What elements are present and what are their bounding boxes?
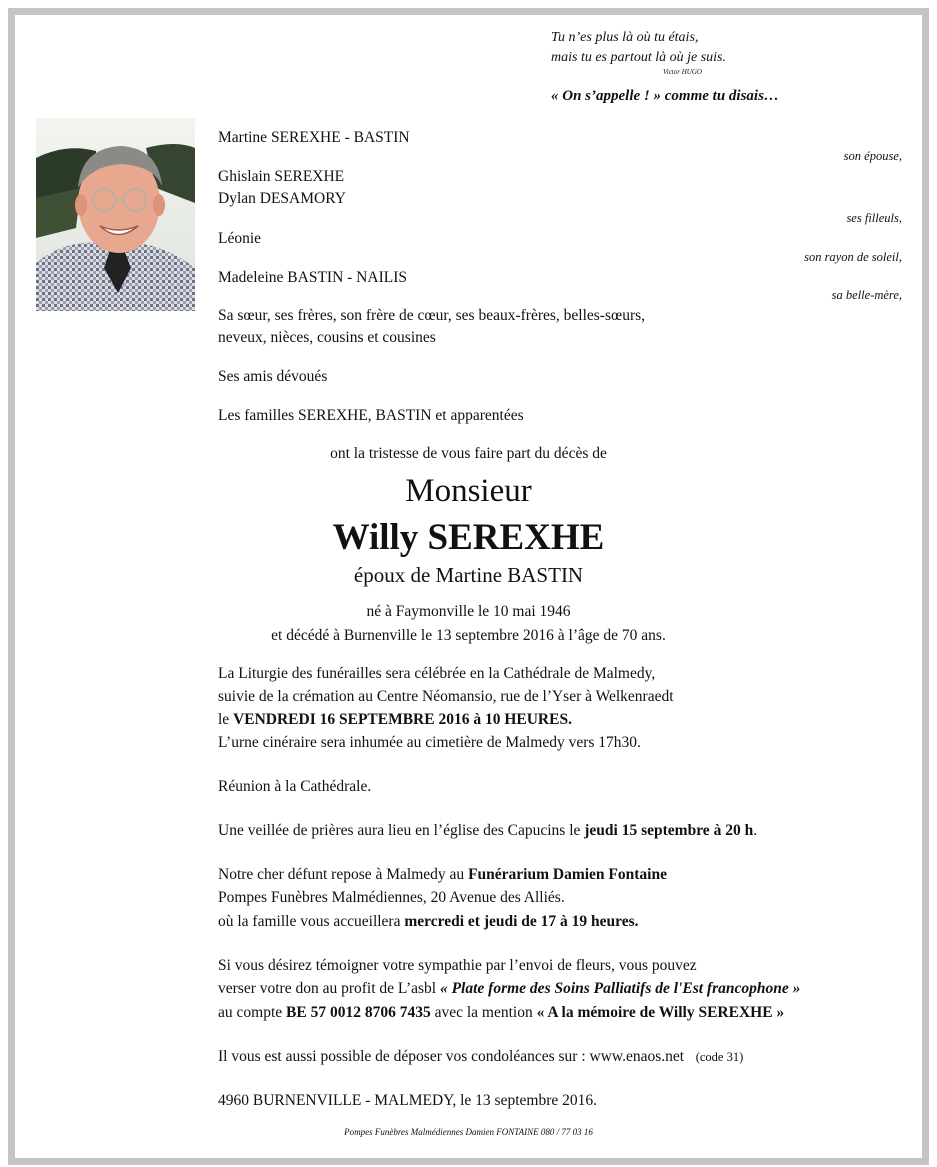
- rest-address: Pompes Funèbres Malmédiennes, 20 Avenue des Alliés.: [218, 889, 565, 906]
- place-date: 4960 BURNENVILLE - MALMEDY, le 13 septembre 2016.: [218, 1092, 597, 1109]
- quote-line-1: Tu n’es plus là où tu étais,: [551, 30, 699, 45]
- birth-line: né à Faymonville le 10 mai 1946: [366, 603, 571, 620]
- relative-name: Dylan DESAMORY: [218, 190, 346, 207]
- deceased-title: Monsieur: [405, 473, 532, 509]
- mention-label: avec la mention: [430, 1004, 537, 1021]
- donation-line: Si vous désirez témoigner votre sympathie par l’envoi de fleurs, vous pouvez: [218, 957, 697, 974]
- obituary-card: [8, 8, 929, 1165]
- reunion-line: Réunion à la Cathédrale.: [218, 778, 372, 795]
- footer: Pompes Funèbres Malmédiennes Damien FONTAINE 080 / 77 03 16: [344, 1127, 593, 1137]
- funeral-date-line: [218, 711, 572, 729]
- relative-role: sa belle-mère,: [831, 288, 902, 302]
- vigil-date: jeudi 15 septembre à 20 h: [584, 822, 754, 839]
- account-line: [218, 1004, 784, 1022]
- donation-line: [218, 980, 800, 998]
- vigil-line: [218, 822, 757, 840]
- families-line: Les familles SEREXHE, BASTIN et apparentées: [218, 407, 524, 424]
- deceased-spouse: époux de Martine BASTIN: [353, 563, 584, 587]
- relative-role: son rayon de soleil,: [804, 250, 902, 264]
- friends-line: Ses amis dévoués: [218, 368, 328, 385]
- relative-name: Madeleine BASTIN - NAILIS: [218, 269, 407, 286]
- visiting-hours: mercredi et jeudi de 17 à 19 heures.: [404, 913, 639, 930]
- vigil-suffix: .: [753, 822, 758, 839]
- condolences-code: (code 31): [695, 1050, 744, 1064]
- rest-text: Notre cher défunt repose à Malmedy au: [218, 866, 469, 883]
- motto: « On s’appelle ! » comme tu disais…: [551, 88, 779, 104]
- funeral-line: L’urne cinéraire sera inhumée au cimetière de Malmedy vers 17h30.: [218, 734, 641, 751]
- quote-author: Victor HUGO: [663, 68, 702, 76]
- relative-role: ses filleuls,: [846, 211, 902, 225]
- relative-name: Ghislain SEREXHE: [218, 168, 345, 185]
- siblings-line: neveux, nièces, cousins et cousines: [218, 329, 436, 346]
- visiting-text: où la famille vous accueillera: [218, 913, 405, 930]
- mention-text: « A la mémoire de Willy SEREXHE »: [536, 1004, 785, 1021]
- relative-name: Léonie: [218, 230, 262, 247]
- death-line: et décédé à Burnenville le 13 septembre 2016 à l’âge de 70 ans.: [271, 627, 666, 644]
- charity-name: « Plate forme des Soins Palliatifs de l'Est francophone »: [439, 980, 801, 997]
- donation-text: verser votre don au profit de L’asbl: [218, 980, 440, 997]
- deceased-name: Willy SEREXHE: [332, 517, 605, 558]
- visiting-line: [218, 913, 639, 931]
- funeral-home: Funérarium Damien Fontaine: [468, 866, 667, 883]
- funeral-line: suivie de la crémation au Centre Néomansio, rue de l’Yser à Welkenraedt: [218, 688, 674, 705]
- siblings-line: Sa sœur, ses frères, son frère de cœur, ses beaux-frères, belles-sœurs,: [218, 307, 646, 324]
- account-number: BE 57 0012 8706 7435: [286, 1004, 431, 1021]
- condolences-text: Il vous est aussi possible de déposer vos condoléances sur : www.enaos.net: [218, 1048, 685, 1065]
- portrait-icon: [36, 118, 195, 311]
- relative-name: Martine SEREXHE - BASTIN: [218, 129, 410, 146]
- quote-line-2: mais tu es partout là où je suis.: [551, 50, 727, 65]
- account-label: au compte: [218, 1004, 287, 1021]
- condolences-line: [218, 1048, 743, 1066]
- relative-role: son épouse,: [843, 149, 902, 163]
- vigil-text: Une veillée de prières aura lieu en l’église des Capucins le: [218, 822, 585, 839]
- funeral-date: VENDREDI 16 SEPTEMBRE 2016 à 10 HEURES.: [233, 711, 572, 728]
- announcement-intro: ont la tristesse de vous faire part du décès de: [330, 445, 607, 462]
- funeral-line: La Liturgie des funérailles sera célébrée en la Cathédrale de Malmedy,: [218, 665, 656, 682]
- portrait-photo: [36, 118, 195, 311]
- rest-line: [218, 866, 667, 884]
- funeral-date-prefix: le: [218, 711, 234, 728]
